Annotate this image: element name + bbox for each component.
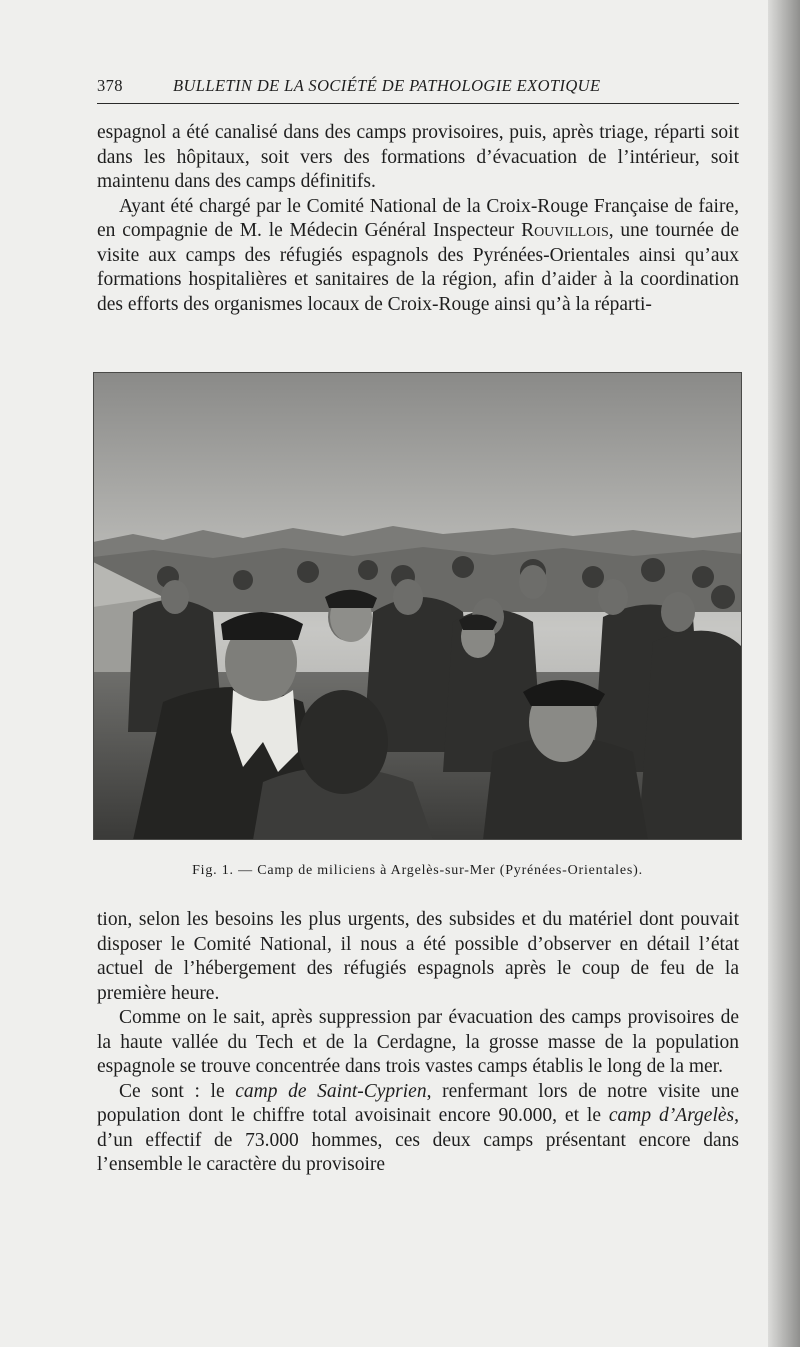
text-run: , d’un effectif de 73.000 hommes, ces deux camps présentant encore dans l’ensemble le caractère du provisoire <box>97 1105 739 1175</box>
camp-name: camp de Saint-Cyprien <box>235 1080 427 1102</box>
camp-name: camp d’Argelès <box>608 1105 735 1126</box>
author-name: Rouvillois <box>521 220 609 241</box>
text-run: , une tournée de visite aux camps des réfugiés espagnols des Pyrénées-Orientales ainsi qu’aux formations hospitalières et sanitaires de la région, afin d’aider à la coordination des efforts des organismes locaux de Croix-Rouge ainsi qu’à la réparti- <box>97 220 739 315</box>
page-number: 378 <box>97 76 123 95</box>
paragraph: espagnol a été canalisé dans des camps provisoires, puis, après triage, réparti soit dans les hôpitaux, soit vers des formations d’évacuation de l’intérieur, soit maintenu dans des camps définitifs. <box>97 122 739 192</box>
journal-title: BULLETIN DE LA SOCIÉTÉ DE PATHOLOGIE EXOTIQUE <box>173 76 601 95</box>
paragraph <box>97 1080 739 1178</box>
paragraph <box>97 195 739 318</box>
text-run: Ayant été chargé par le Comité National de la Croix-Rouge Française de faire, en compagnie de M. le Médecin Général Inspecteur <box>97 195 739 241</box>
paragraph: tion, selon les besoins les plus urgents, des subsides et du matériel dont pouvait disposer le Comité National, il nous a été possible d’observer en détail l’état actuel de l’hébergement des réfugiés espagnols après le coup de feu de la première heure. <box>97 909 739 1004</box>
book-spine-shadow <box>768 0 800 1347</box>
text-run: , renfermant lors de notre visite une population dont le chiffre total avoisinait encore 90.000, et le <box>97 1080 739 1126</box>
header-rule <box>97 103 739 104</box>
running-head <box>97 76 739 102</box>
figure-caption: Fig. 1. — Camp de miliciens à Argelès-sur-Mer (Pyrénées-Orientales). <box>192 863 643 878</box>
crowd-photo-illustration <box>93 372 742 840</box>
text-block-top <box>97 121 739 317</box>
paragraph: Comme on le sait, après suppression par évacuation des camps provisoires de la haute vallée du Tech et de la Cerdagne, la grosse masse de la population espagnole se trouve concentrée dans trois vastes camps établis le long de la mer. <box>97 1007 739 1077</box>
text-block-bottom <box>97 908 739 1178</box>
figure-photograph <box>93 372 742 840</box>
text-run: Ce sont : le <box>119 1080 236 1102</box>
